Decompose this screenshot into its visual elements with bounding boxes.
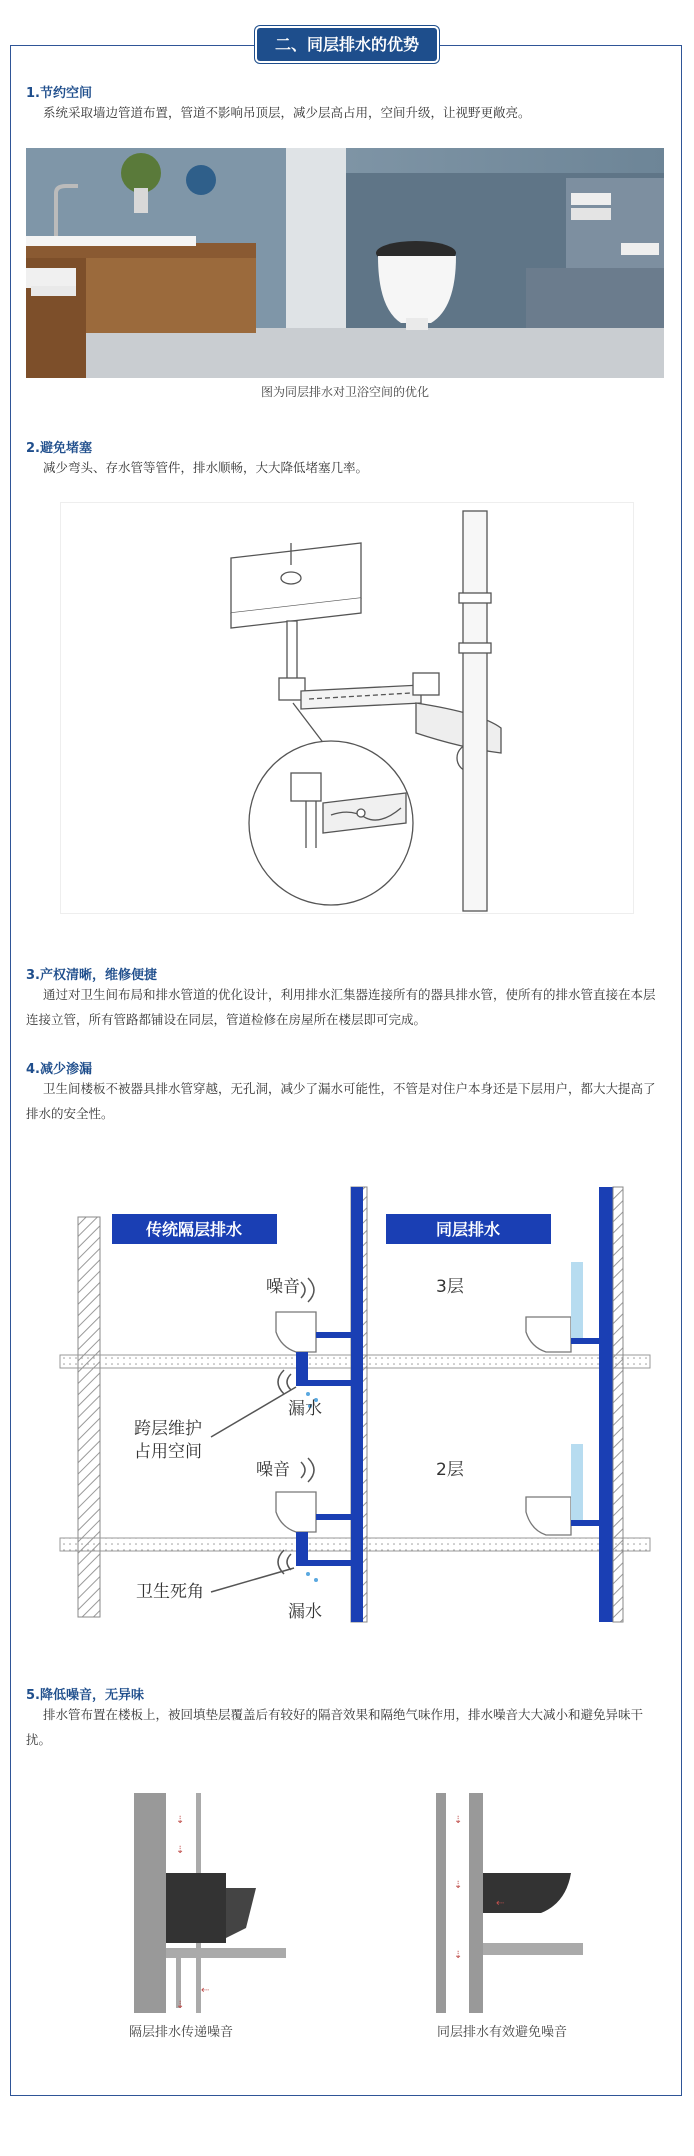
- svg-text:⇠: ⇠: [201, 1985, 210, 1996]
- noise-label-2f: 噪音: [256, 1460, 290, 1480]
- section-1-text: 系统采取墙边管道布置，管道不影响吊顶层，减少层高占用，空间升级，让视野更敞亮。: [43, 105, 531, 120]
- drain-diagram: [60, 502, 634, 914]
- right-title: 同层排水: [435, 1220, 501, 1239]
- floor-2-label: 2层: [436, 1460, 464, 1480]
- svg-text:⇠: ⇠: [496, 1898, 505, 1909]
- floor-3-label: 3层: [436, 1277, 464, 1297]
- photo-caption: 图为同层排水对卫浴空间的优化: [260, 385, 429, 399]
- left-title: 传统隔层排水: [145, 1220, 243, 1239]
- section-banner: 二、同层排水的优势: [257, 28, 437, 61]
- leak-label-2: 漏水: [288, 1602, 322, 1622]
- section-5-text: 排水管布置在楼板上，被回填垫层覆盖后有较好的隔音效果和隔绝气味作用，排水噪音大大减小和避免异味干扰。: [26, 1707, 644, 1747]
- svg-text:⇣: ⇣: [176, 1845, 185, 1856]
- bathroom-photo: [26, 148, 664, 378]
- svg-text:⇣: ⇣: [176, 1815, 185, 1826]
- noise-caption-right: 同层排水有效避免噪音: [436, 2025, 568, 2040]
- cross-floor-line1: 跨层维护: [134, 1419, 202, 1439]
- noise-label-3f: 噪音: [266, 1277, 300, 1297]
- section-5-title: 5.降低噪音，无异味: [26, 1688, 144, 1703]
- section-1-title: 1.节约空间: [26, 86, 92, 101]
- leak-label-1: 漏水: [288, 1399, 322, 1419]
- section-3-text: 通过对卫生间布局和排水管道的优化设计，利用排水汇集器连接所有的器具排水管，使所有的排水管直接在本层连接立管，所有管路都铺设在同层，管道检修在房屋所在楼层即可完成。: [26, 987, 656, 1027]
- dead-corner-label: 卫生死角: [136, 1582, 204, 1602]
- section-2-text: 减少弯头、存水管等管件，排水顺畅，大大降低堵塞几率。: [43, 460, 369, 475]
- section-3-title: 3.产权清晰，维修便捷: [26, 968, 157, 983]
- svg-text:⇣: ⇣: [454, 1950, 463, 1961]
- section-4-text: 卫生间楼板不被器具排水管穿越，无孔洞，减少了漏水可能性，不管是对住户本身还是下层用户，都大大提高了排水的安全性。: [26, 1081, 656, 1121]
- noise-diagram: [26, 1778, 666, 2048]
- svg-text:⇣: ⇣: [454, 1880, 463, 1891]
- svg-text:⇣: ⇣: [176, 2000, 185, 2011]
- svg-text:⇣: ⇣: [454, 1815, 463, 1826]
- cross-floor-line2: 占用空间: [134, 1442, 202, 1462]
- noise-caption-left: 隔层排水传递噪音: [128, 2025, 234, 2040]
- section-4-title: 4.减少渗漏: [26, 1062, 92, 1077]
- comparison-diagram: [26, 1152, 666, 1632]
- section-2-title: 2.避免堵塞: [26, 441, 92, 456]
